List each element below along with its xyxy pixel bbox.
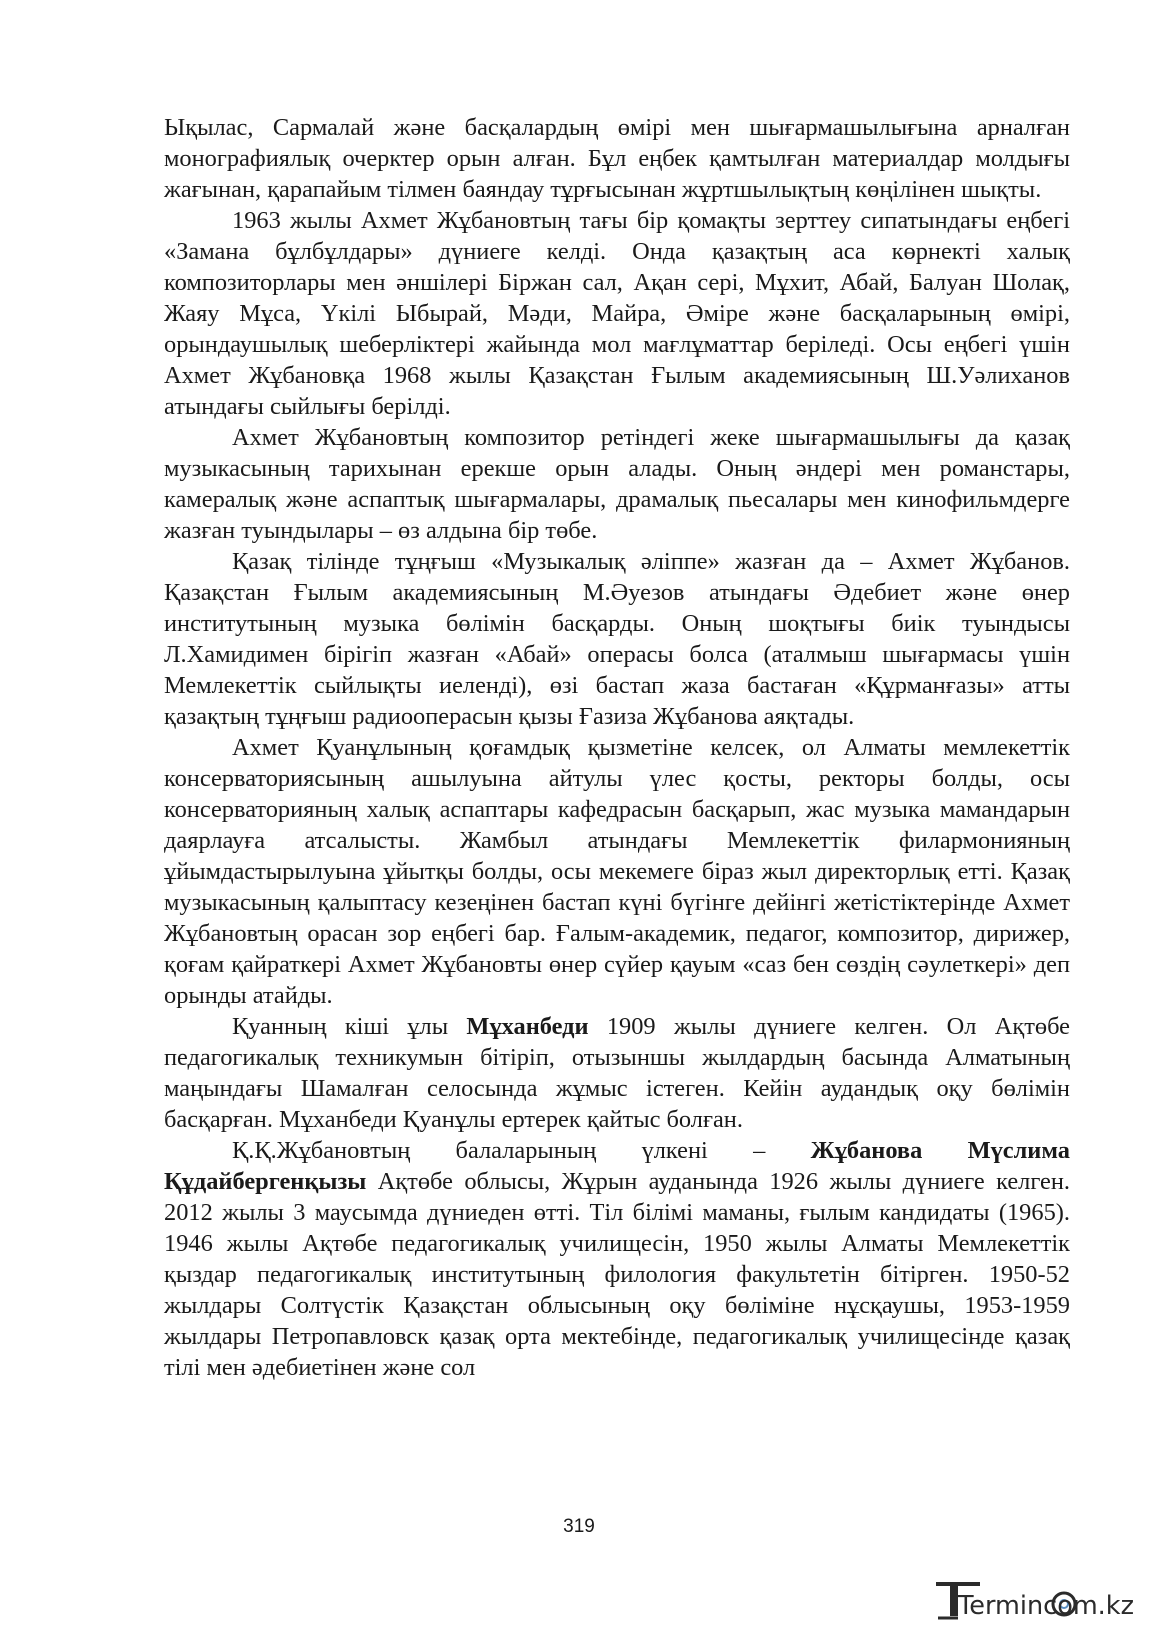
paragraph: [164, 1135, 1070, 1383]
paragraph-text: 1909 жылы дүниеге келген. Ол Ақтөбе педагогикалық техникумын бітіріп, отызыншы жылдардың басында Алматының маңындағы Шамалған селосында жұмыс істеген. Кейін аудандық оқу бөлімін басқарған. Мұханбеди Қуанұлы ертерек қайтыс болған.: [164, 1013, 1070, 1133]
paragraph-text: Қ.Қ.Жұбановтың балаларының үлкені –: [232, 1137, 811, 1164]
paragraph-text: Ахмет Қуанұлының қоғамдық қызметіне келсек, ол Алматы мемлекеттік консерваториясының ашылуына айтулы үлес қосты, ректоры болды, осы консерваторияның халық аспаптары кафедрасын басқарып, жас музыка мамандарын даярлауға атсалысты. Жамбыл атындағы Мемлекеттік филармонияның ұйымдастырылуына ұйытқы болды, осы мекемеге біраз жыл директорлық етті. Қазақ музыкасының қалыптасу кезеңінен бастап күні бүгінге дейінгі жетістіктерінде Ахмет Жұбановтың орасан зор еңбегі бар. Ғалым-академик, педагог, композитор, дирижер, қоғам қайраткері Ахмет Жұбановты өнер сүйер қауым «саз бен сөздің сәулеткері» деп орынды атайды.: [164, 734, 1070, 1009]
logo-text: Termincom.kz: [957, 1591, 1134, 1621]
paragraph-text: Қуанның кіші ұлы: [232, 1013, 467, 1040]
paragraph-text: Ықылас, Сармалай және басқалардың өмірі мен шығармашылығына арналған монографиялық очерктер орын алған. Бұл еңбек қамтылған материалдар молдығы жағынан, қарапайым тілмен баяндау тұрғысынан жұртшылықтың көңілінен шықты.: [164, 114, 1070, 203]
paragraph: [164, 112, 1070, 205]
termincom-logo[interactable]: [936, 1574, 1136, 1624]
document-body: [164, 112, 1070, 1383]
paragraph: [164, 546, 1070, 732]
bold-name-text: Мұханбеди: [466, 1013, 589, 1040]
paragraph: [164, 732, 1070, 1011]
paragraph: [164, 205, 1070, 422]
page-number: 319: [563, 1516, 595, 1537]
paragraph-text: 1963 жылы Ахмет Жұбановтың тағы бір қомақты зерттеу сипатындағы еңбегі «Замана бұлбұлдары» дүниеге келді. Онда қазақтың аса көрнекті халық композиторлары мен әншілері Біржан сал, Ақан сері, Мұхит, Абай, Балуан Шолақ, Жаяу Мұса, Үкілі Ыбырай, Мәди, Майра, Әміре және басқаларының өмірі, орындаушылық шеберліктері жайында мол мағлұматтар беріледі. Осы еңбегі үшін Ахмет Жұбановқа 1968 жылы Қазақстан Ғылым академиясының Ш.Уәлиханов атындағы сыйлығы берілді.: [164, 207, 1070, 420]
paragraph-text: Ақтөбе облысы, Жұрын ауданында 1926 жылы дүниеге келген. 2012 жылы 3 маусымда дүниеден өтті. Тіл білімі маманы, ғылым кандидаты (1965). 1946 жылы Ақтөбе педагогикалық училищесін, 1950 жылы Алматы Мемлекеттік қыздар педагогикалық институтының филология факультетін бітірген. 1950-52 жылдары Солтүстік Қазақстан облысының оқу бөліміне нұсқаушы, 1953-1959 жылдары Петропавловск қазақ орта мектебінде, педагогикалық училищесінде қазақ тілі мен әдебиетінен және сол: [164, 1168, 1070, 1381]
paragraph: [164, 422, 1070, 546]
paragraph-text: Ахмет Жұбановтың композитор ретіндегі жеке шығармашылығы да қазақ музыкасының тарихынан ерекше орын алады. Оның әндері мен романстары, камералық және аспаптық шығармалары, драмалық пьесалары мен кинофильмдерге жазған туындылары – өз алдына бір төбе.: [164, 424, 1070, 544]
bold-name-text: Жұбанова Мүслима Құдайбергенқызы: [164, 1137, 1071, 1195]
paragraph-text: Қазақ тілінде тұңғыш «Музыкалық әліппе» жазған да – Ахмет Жұбанов. Қазақстан Ғылым академиясының М.Әуезов атындағы Әдебиет және өнер институтының музыка бөлімін басқарды. Оның шоқтығы биік туындысы Л.Хамидимен бірігіп жазған «Абай» операсы болса (аталмыш шығармасы үшін Мемлекеттік сыйлықты иеленді), өзі бастап жаза бастаған «Құрманғазы» атты қазақтың тұңғыш радиооперасын қызы Ғазиза Жұбанова аяқтады.: [164, 548, 1070, 730]
paragraph: [164, 1011, 1070, 1135]
